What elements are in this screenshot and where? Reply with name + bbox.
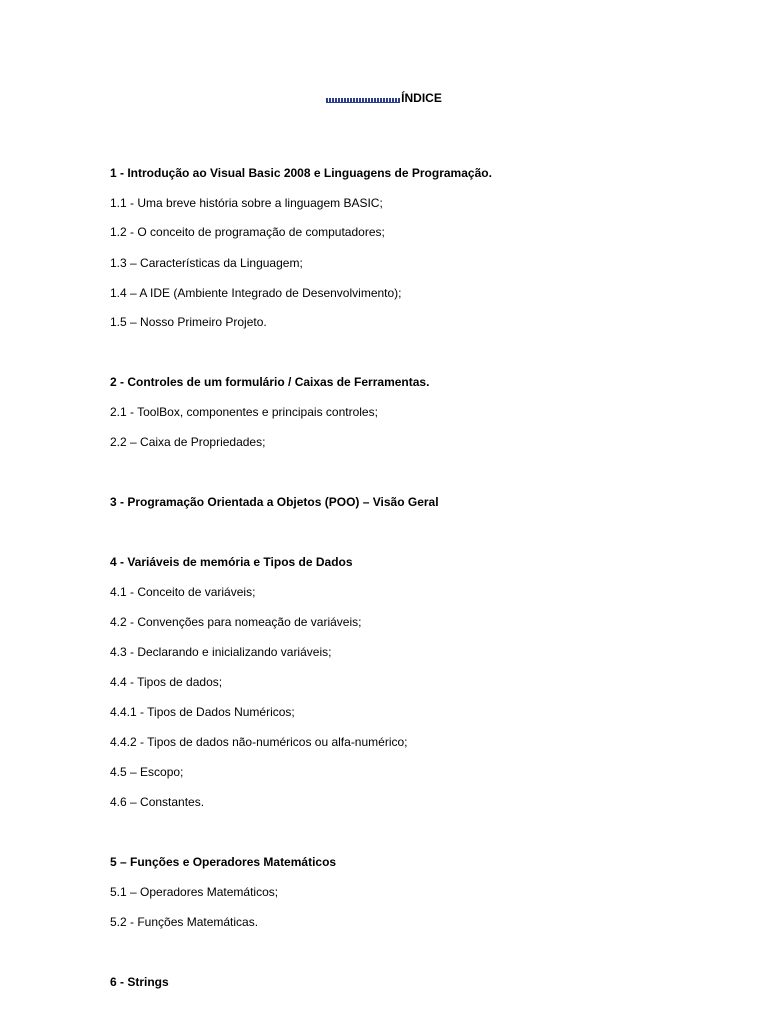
toc-entry-4-5: 4.5 – Escopo;	[110, 765, 184, 779]
toc-entry-4-6: 4.6 – Constantes.	[110, 795, 205, 809]
page-title: ÍNDICE	[401, 91, 442, 105]
toc-entry-4-4-2: 4.4.2 - Tipos de dados não-numéricos ou alfa-numérico;	[110, 735, 408, 749]
title-leader-mark	[326, 98, 400, 103]
toc-heading-4: 4 - Variáveis de memória e Tipos de Dados	[110, 555, 353, 569]
toc-entry-4-4-1: 4.4.1 - Tipos de Dados Numéricos;	[110, 705, 295, 719]
toc-entry-5-2: 5.2 - Funções Matemáticas.	[110, 915, 259, 929]
toc-entry-4-2: 4.2 - Convenções para nomeação de variáveis;	[110, 615, 362, 629]
toc-entry-1-3: 1.3 – Características da Linguagem;	[110, 256, 303, 270]
toc-heading-2: 2 - Controles de um formulário / Caixas de Ferramentas.	[110, 375, 430, 389]
toc-entry-1-4: 1.4 – A IDE (Ambiente Integrado de Desenvolvimento);	[110, 286, 402, 300]
toc-heading-1: 1 - Introdução ao Visual Basic 2008 e Linguagens de Programação.	[110, 166, 492, 180]
toc-heading-6: 6 - Strings	[110, 975, 169, 989]
toc-heading-5: 5 – Funções e Operadores Matemáticos	[110, 855, 337, 869]
title-row	[0, 90, 768, 106]
toc-entry-5-1: 5.1 – Operadores Matemáticos;	[110, 885, 279, 899]
toc-entry-1-5: 1.5 – Nosso Primeiro Projeto.	[110, 315, 267, 329]
toc-heading-3: 3 - Programação Orientada a Objetos (POO) – Visão Geral	[110, 495, 439, 509]
toc-entry-4-4: 4.4 - Tipos de dados;	[110, 675, 223, 689]
toc-entry-4-1: 4.1 - Conceito de variáveis;	[110, 585, 256, 599]
toc-entry-2-1: 2.1 - ToolBox, componentes e principais controles;	[110, 405, 378, 419]
toc-entry-1-2: 1.2 - O conceito de programação de computadores;	[110, 225, 385, 239]
toc-entry-1-1: 1.1 - Uma breve história sobre a linguagem BASIC;	[110, 196, 383, 210]
toc-entry-2-2: 2.2 – Caixa de Propriedades;	[110, 435, 266, 449]
toc-entry-4-3: 4.3 - Declarando e inicializando variáveis;	[110, 645, 332, 659]
